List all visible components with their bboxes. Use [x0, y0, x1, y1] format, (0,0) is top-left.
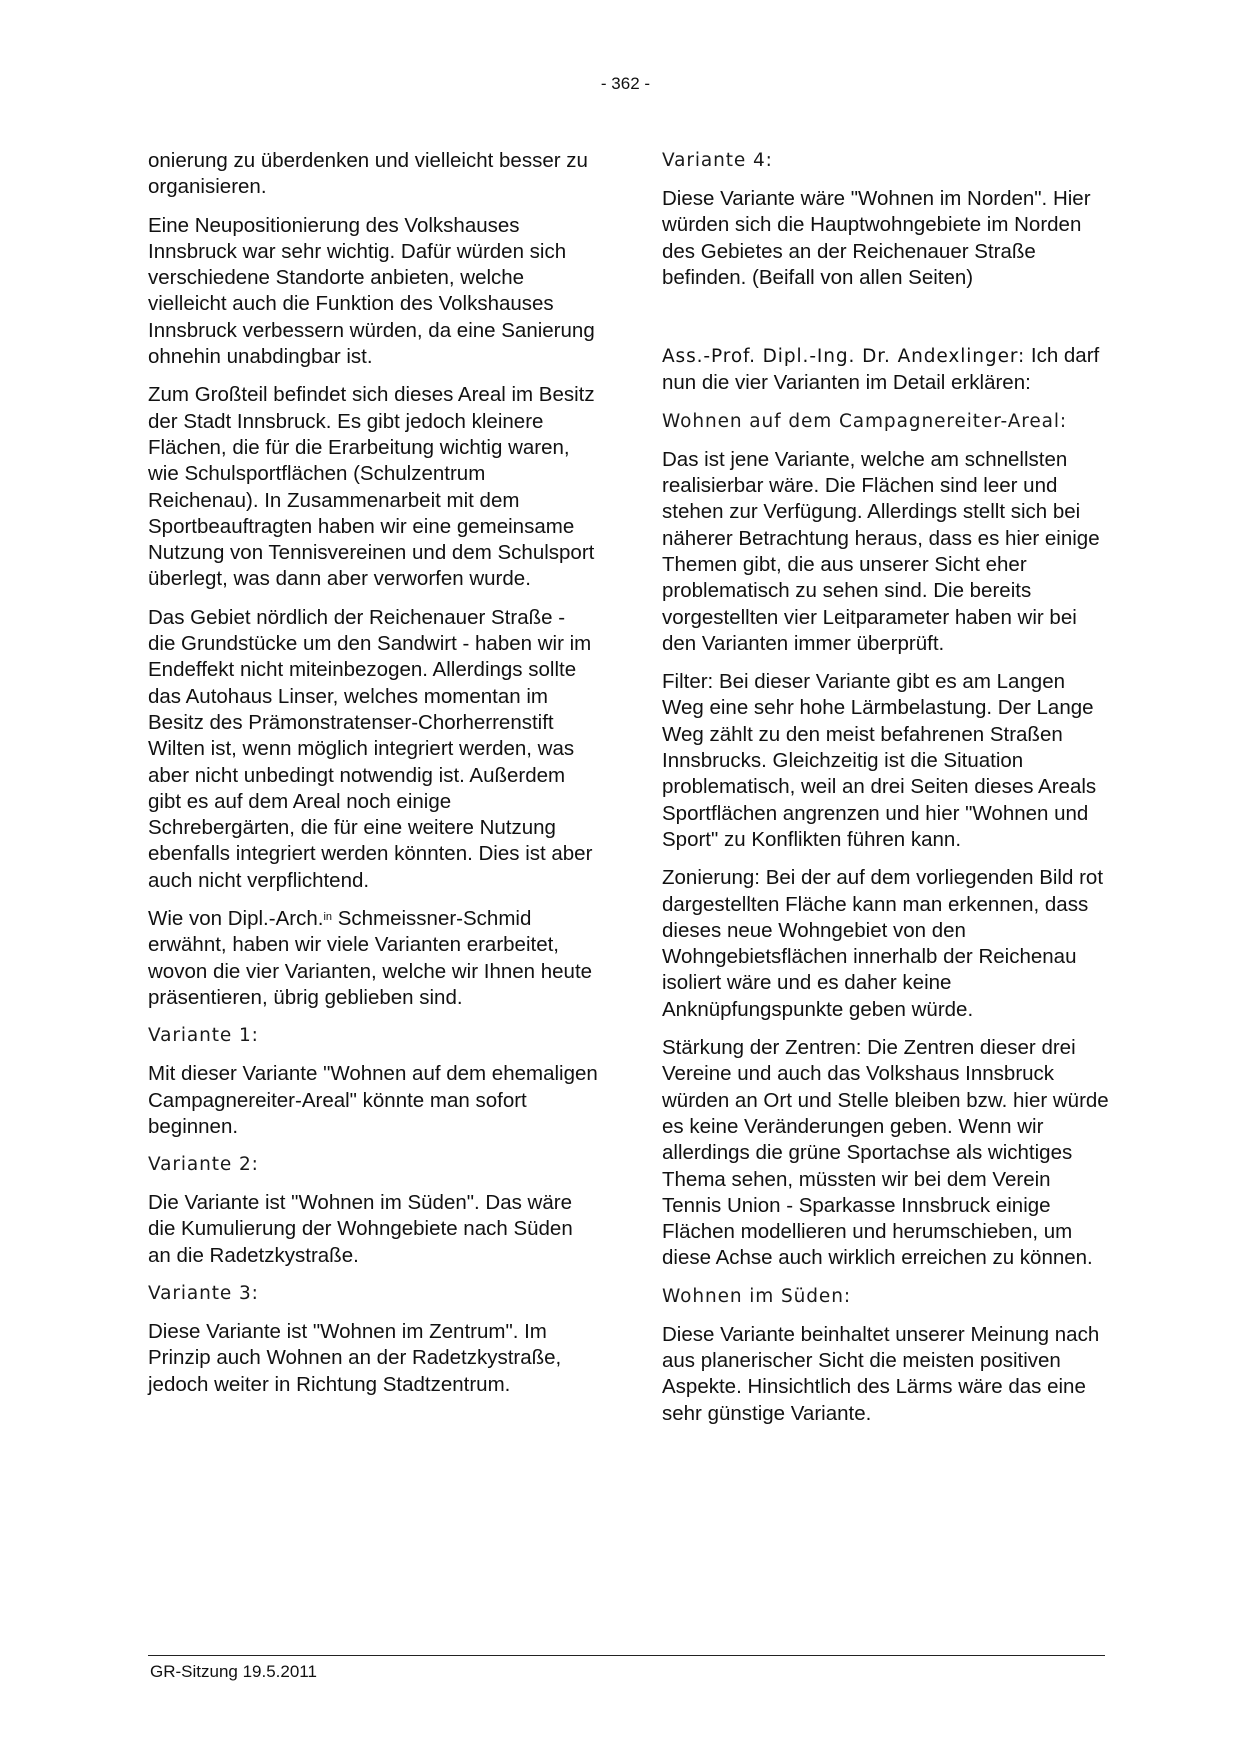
paragraph-text: Schmeissner-Schmid erwähnt, haben wir viele Varianten erarbeitet, wovon die vier Varianten, welche wir Ihnen heute präsentieren, übrig geblieben sind. — [148, 907, 593, 1009]
footer-session-date: GR-Sitzung 19.5.2011 — [150, 1662, 317, 1681]
page-number: - 362 - — [600, 74, 651, 93]
speaker-text: Ich darf nun die vier Varianten im Detail erklären: — [662, 344, 1100, 395]
section-heading-variante-2: Variante 2: — [148, 1154, 259, 1176]
paragraph: Diese Variante wäre "Wohnen im Norden". Hier würden sich die Hauptwohngebiete im Norden des Gebietes an der Reichenauer Straße befinden. (Beifall von allen Seiten) — [662, 187, 1091, 289]
superscript: in — [323, 911, 332, 924]
section-heading-variante-4: Variante 4: — [662, 150, 773, 171]
paragraph: Die Variante ist "Wohnen im Süden". Das wäre die Kumulierung der Wohngebiete nach Süden an die Radetzkystraße. — [148, 1191, 573, 1267]
right-column — [662, 148, 1112, 1439]
paragraph: onierung zu überdenken und vielleicht besser zu organisieren. — [148, 149, 588, 199]
section-heading-wohnen-im-sueden: Wohnen im Süden: — [662, 1285, 851, 1307]
section-heading-variante-1: Variante 1: — [148, 1025, 259, 1047]
speaker-name: Ass.-Prof. Dipl.-Ing. Dr. Andexlinger: — [662, 346, 1026, 368]
speaker-paragraph — [662, 343, 1112, 397]
paragraph: Zum Großteil befindet sich dieses Areal im Besitz der Stadt Innsbruck. Es gibt jedoch kleinere Flächen, die für die Erarbeitung wichtig waren, wie Schulsportflächen (Schulzentrum Reichenau). In Zusammenarbeit mit dem Sportbeauftragten haben wir eine gemeinsame Nutzung von Tennisvereinen und dem Schulsport überlegt, was dann aber verworfen wurde. — [148, 383, 595, 591]
paragraph: Diese Variante ist "Wohnen im Zentrum". Im Prinzip auch Wohnen an der Radetzkystraße, jedoch weiter in Richtung Stadtzentrum. — [148, 1319, 562, 1396]
paragraph: Das Gebiet nördlich der Reichenauer Straße - die Grundstücke um den Sandwirt - haben wir im Endeffekt nicht miteinbezogen. Allerdings sollte das Autohaus Linser, welches momentan im Besitz des Prämonstratenser-Chorherrenstift Wilten ist, wenn möglich integriert werden, was aber nicht unbedingt notwendig ist. Außerdem gibt es auf dem Areal noch einige Schrebergärten, die für eine weitere Nutzung ebenfalls integriert werden könnten. Dies ist aber auch nicht verpflichtend. — [148, 605, 593, 892]
paragraph: Das ist jene Variante, welche am schnellsten realisierbar wäre. Die Flächen sind leer und stehen zur Verfügung. Allerdings stellt sich bei näherer Betrachtung heraus, dass es hier einige Themen gibt, die aus unserer Sicht eher problematisch zu sehen sind. Die bereits vorgestellten vier Leitparameter haben wir bei den Varianten immer überprüft. — [662, 447, 1100, 655]
paragraph: Zonierung: Bei der auf dem vorliegenden Bild rot dargestellten Fläche kann man erkennen, dass dieses neue Wohngebiet von den Wohngebietsflächen innerhalb der Reichenau isoliert wäre und es daher keine Anknüpfungspunkte geben würde. — [662, 866, 1104, 1021]
paragraph-text: Wie von Dipl.-Arch. — [148, 907, 324, 931]
section-heading-campagnereiter: Wohnen auf dem Campagnereiter-Areal: — [662, 410, 1068, 432]
paragraph: Mit dieser Variante "Wohnen auf dem ehemaligen Campagnereiter-Areal" könnte man sofort beginnen. — [148, 1062, 598, 1138]
section-heading-variante-3: Variante 3: — [148, 1282, 259, 1304]
footer-divider — [148, 1655, 1105, 1656]
paragraph: Eine Neupositionierung des Volkshauses Innsbruck war sehr wichtig. Dafür würden sich verschiedene Standorte anbieten, welche vielleicht auch die Funktion des Volkshauses Innsbruck verbessern würden, da eine Sanierung ohnehin unabdingbar ist. — [148, 213, 595, 369]
left-column — [148, 148, 598, 1410]
paragraph — [148, 906, 598, 1011]
paragraph: Diese Variante beinhaltet unserer Meinung nach aus planerischer Sicht die meisten positiven Aspekte. Hinsichtlich des Lärms wäre das eine sehr günstige Variante. — [662, 1322, 1100, 1425]
paragraph: Filter: Bei dieser Variante gibt es am Langen Weg eine sehr hohe Lärmbelastung. Der Lange Weg zählt zu den meist befahrenen Straßen Innsbrucks. Gleichzeitig ist die Situation problematisch, weil an drei Seiten dieses Areals Sportflächen angrenzen und hier "Wohnen und Sport" zu Konflikten führen kann. — [662, 670, 1097, 851]
paragraph: Stärkung der Zentren: Die Zentren dieser drei Vereine und auch das Volkshaus Innsbruck würden an Ort und Stelle bleiben bzw. hier würde es keine Veränderungen geben. Wenn wir allerdings die grüne Sportachse als wichtiges Thema sehen, müssten wir bei dem Verein Tennis Union - Sparkasse Innsbruck einige Flächen modellieren und herumschieben, um diese Achse auch wirklich erreichen zu können. — [662, 1036, 1109, 1270]
